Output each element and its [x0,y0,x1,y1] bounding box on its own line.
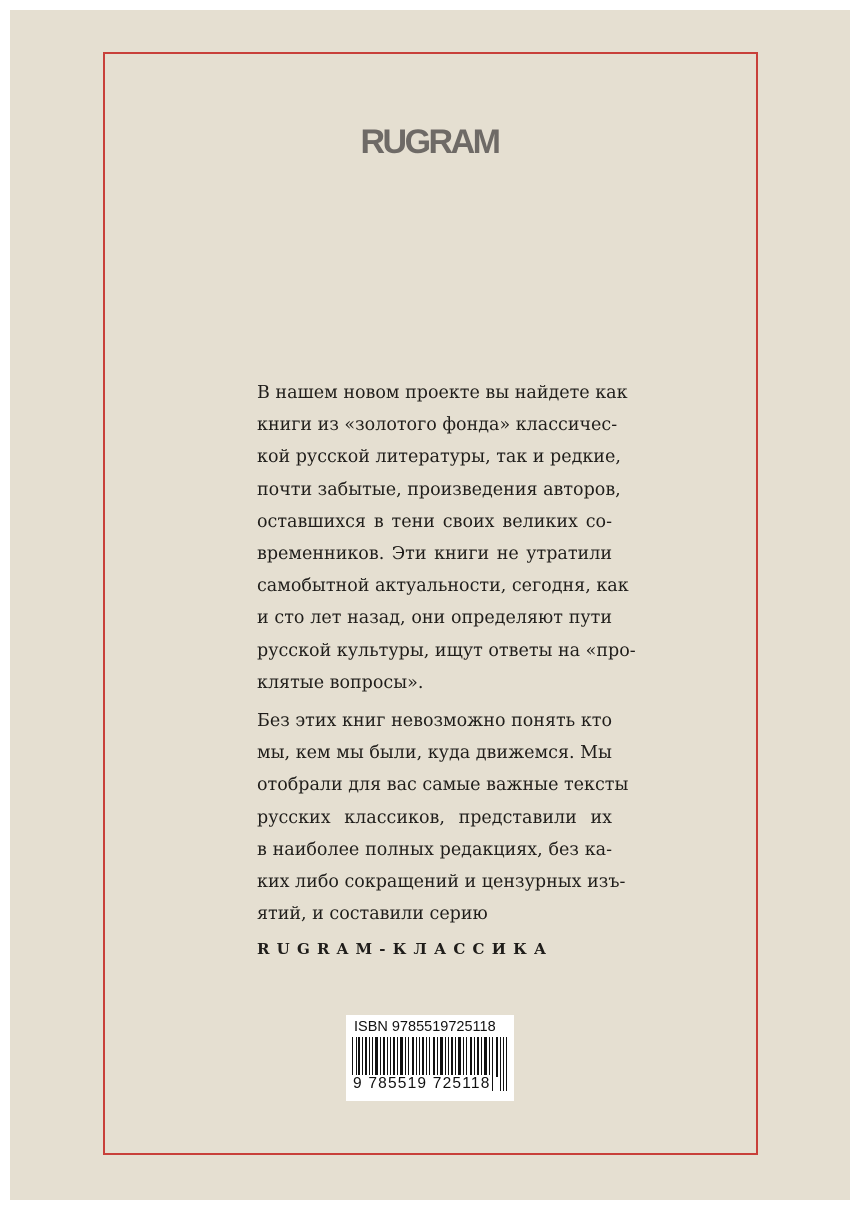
barcode-bar [358,1037,360,1077]
barcode-bar [433,1037,435,1077]
text-line: книги из «золотого фонда» классичес- [257,415,618,436]
text-line: почти забытые, произведения авторов, [257,479,621,500]
publisher-logo: RUGRAM [360,123,499,161]
barcode-bar [451,1037,453,1077]
barcode-bar [440,1037,443,1077]
description-paragraph-1 [257,377,636,699]
barcode-bar [470,1037,472,1077]
barcode-bar [412,1037,414,1077]
barcode-digits [352,1074,510,1094]
series-title: RUGRAM-КЛАССИКА [257,940,554,958]
barcode-bar [496,1037,498,1077]
barcode-bar [477,1037,479,1077]
text-line: и сто лет назад, они определяют пути [257,608,612,629]
barcode-bar [375,1037,378,1077]
barcode-bar [458,1037,461,1077]
text-line: В нашем новом проекте вы найдете как [257,383,628,403]
text-line: клятые вопросы». [257,672,424,693]
text-line: ятий, и составили серию [257,904,488,925]
text-line: ких либо сокращений и цензурных изъ- [257,872,626,893]
text-line: в наиболее полных редакциях, без ка- [257,839,612,860]
text-line: русской культуры, ищут ответы на «про- [257,640,636,661]
text-line: оставшихся в тени своих великих со- [257,511,612,532]
text-line: временников. Эти книги не утратили [257,544,612,565]
barcode-bar [383,1037,385,1077]
barcode-bar [400,1037,403,1077]
barcode-bar [365,1037,367,1077]
barcode-digits-text: 9 785519 725118 [353,1075,491,1092]
text-line: мы, кем мы были, куда движемся. Мы [257,743,612,764]
text-line: Без этих книг невозможно понять кто [257,711,612,731]
description-paragraph-2 [257,705,629,930]
isbn-barcode [346,1015,514,1101]
barcode-bar [393,1037,395,1077]
barcode-bar [422,1037,424,1077]
text-line: отобрали для вас самые важные тексты [257,775,629,796]
text-line: кой русской литературы, так и редкие, [257,447,621,468]
text-line: самобытной актуальности, сегодня, как [257,576,629,597]
text-line: русских классиков, представили их [257,807,612,828]
barcode-bar [484,1037,487,1077]
isbn-label: ISBN 9785519725118 [354,1019,496,1035]
